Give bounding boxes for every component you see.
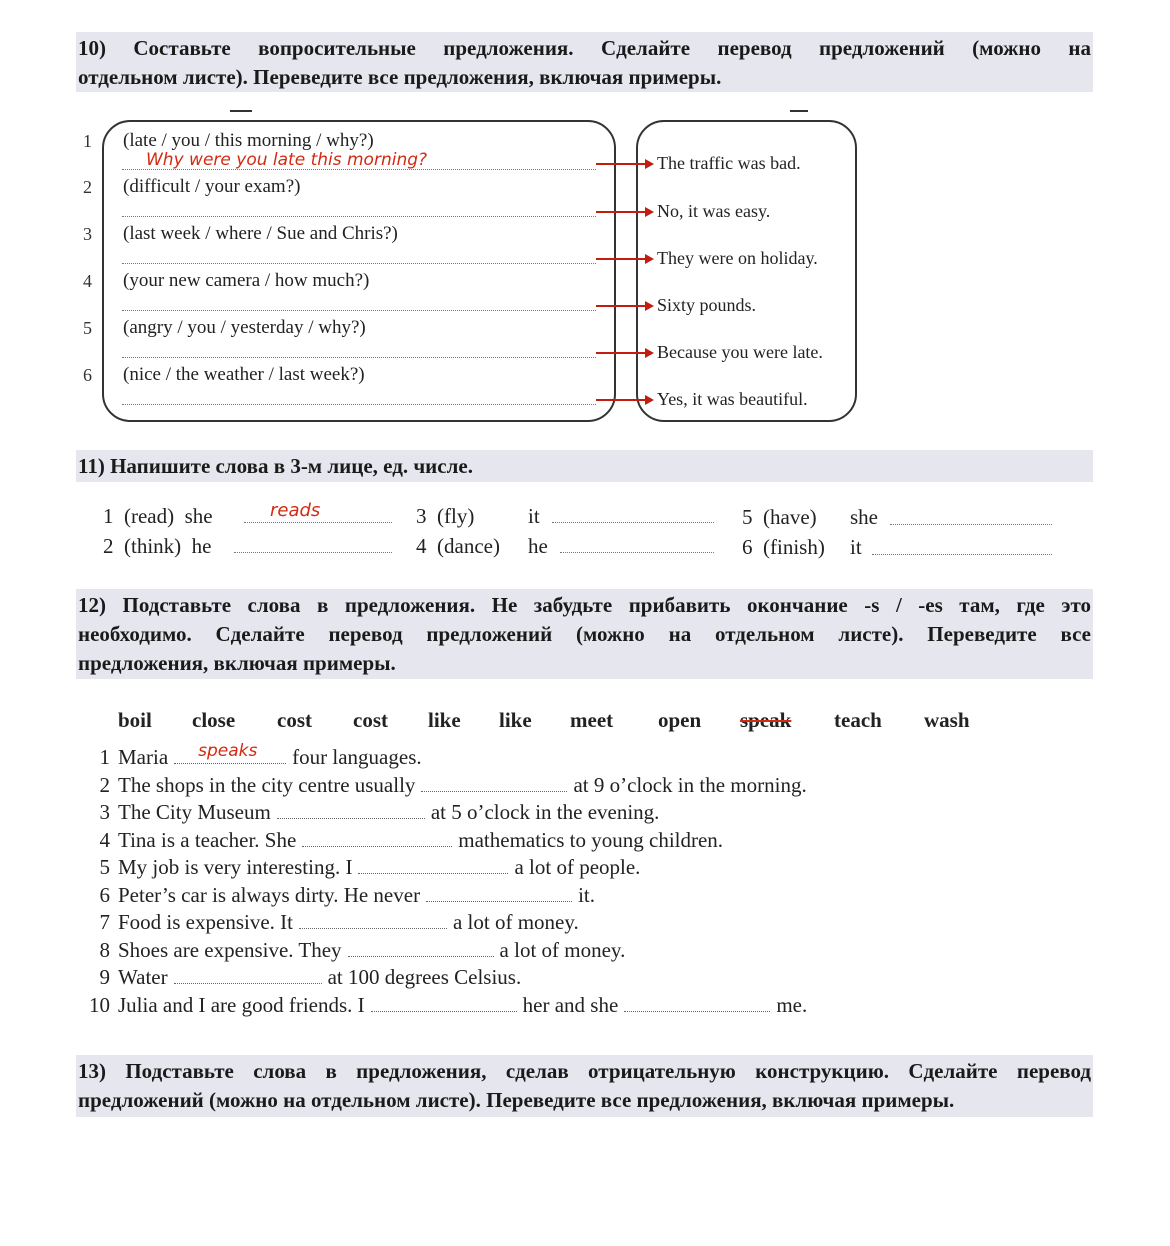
arrow [596, 211, 646, 213]
answer-gap[interactable] [371, 1010, 517, 1012]
sentence-text: her and she [522, 993, 619, 1017]
response-text: Sixty pounds. [657, 295, 757, 315]
word-bank-item: cost [277, 708, 312, 732]
question-prompt: (last week / where / Sue and Chris?) [123, 223, 398, 244]
sentence-number: 6 [99, 883, 110, 907]
pronoun: she [850, 505, 878, 529]
sentence-number: 4 [99, 828, 110, 852]
sentence-text: Shoes are expensive. They [118, 938, 342, 962]
exercise-11-header [76, 450, 1093, 482]
sentence-text: me. [776, 993, 808, 1017]
item-number: 1 [83, 131, 92, 151]
response-text: The traffic was bad. [657, 153, 801, 173]
answer-gap[interactable] [358, 872, 508, 874]
verb-prompt: 3 (fly) [416, 504, 475, 528]
sentence-text: a lot of money. [452, 910, 579, 934]
response-text: No, it was easy. [657, 201, 771, 221]
sentence [82, 993, 807, 1018]
question-prompt: (difficult / your exam?) [123, 176, 301, 197]
arrow-head [645, 395, 654, 405]
question-prompt: (your new camera / how much?) [123, 270, 370, 291]
arrow [596, 399, 646, 401]
sentence-text: a lot of people. [514, 855, 641, 879]
answer-gap[interactable] [174, 741, 286, 764]
answer-line[interactable] [122, 404, 596, 405]
pronoun: it [850, 535, 862, 559]
arrow-head [645, 301, 654, 311]
answer-line[interactable] [122, 310, 596, 311]
sentence [82, 965, 521, 990]
exercise-12-header-line-1: 12) Подставьте слова в предложения. Не забудьте прибавить окончание -s / -es там, где это [78, 593, 1091, 617]
sentence-number: 5 [99, 855, 110, 879]
verb-prompt: 1 (read) she [103, 504, 213, 528]
arrow [596, 352, 646, 354]
box-tick-left [230, 110, 252, 112]
pronoun: he [528, 534, 548, 558]
answer-gap[interactable] [624, 1010, 770, 1012]
handwritten-answer: reads [270, 500, 321, 521]
sentence-number: 3 [99, 800, 110, 824]
answer-line[interactable] [872, 554, 1052, 555]
sentence-text: The shops in the city centre usually [118, 773, 416, 797]
exercise-13-header-line-2: предложений (можно на отдельном листе). Переведите все предложения, включая примеры. [78, 1088, 955, 1112]
verb-prompt: 5 (have) [742, 505, 817, 529]
sentence-number: 7 [99, 910, 110, 934]
sentence-text: mathematics to young children. [458, 828, 724, 852]
pronoun: it [528, 504, 540, 528]
arrow [596, 258, 646, 260]
sentence-text: The City Museum [118, 800, 271, 824]
answer-line[interactable] [890, 524, 1052, 525]
sentence [82, 741, 422, 770]
answer-gap[interactable] [421, 790, 567, 792]
sentence-text: at 9 o’clock in the morning. [573, 773, 807, 797]
sentence-number: 1 [99, 745, 110, 769]
handwritten-answer: speaks [198, 741, 258, 761]
word-bank-item: wash [924, 708, 970, 732]
answer-line[interactable] [122, 169, 596, 170]
exercise-11-header-text: 11) Напишите слова в 3-м лице, ед. числе. [78, 454, 473, 478]
arrow [596, 305, 646, 307]
sentence-text: My job is very interesting. I [118, 855, 353, 879]
sentence-number: 8 [99, 938, 110, 962]
question-prompt: (late / you / this morning / why?) [123, 130, 374, 151]
box-tick-right [790, 110, 808, 112]
response-text: Yes, it was beautiful. [657, 389, 808, 409]
sentence-text: Peter’s car is always dirty. He never [118, 883, 421, 907]
item-number: 4 [83, 271, 92, 291]
sentence-text: four languages. [292, 745, 422, 769]
exercise-10-header-line-1: 10) Составьте вопросительные предложения. Сделайте перевод предложений (можно на [78, 36, 1091, 60]
exercise-12-header-line-3: предложения, включая примеры. [78, 651, 396, 675]
response-text: Because you were late. [657, 342, 823, 362]
response-text: They were on holiday. [657, 248, 818, 268]
answer-gap[interactable] [348, 955, 494, 957]
item-number: 5 [83, 318, 92, 338]
sentence-number: 10 [89, 993, 110, 1017]
answer-gap[interactable] [302, 845, 452, 847]
verb-prompt: 4 (dance) [416, 534, 500, 558]
question-prompt: (nice / the weather / last week?) [123, 364, 365, 385]
exercise-12-header-line-2: необходимо. Сделайте перевод предложений (можно на отдельном листе). Переведите все [78, 622, 1091, 646]
exercise-13-header [76, 1055, 1093, 1117]
word-bank-item-struck: speak [740, 708, 792, 732]
handwritten-answer: Why were you late this morning? [146, 150, 428, 170]
answer-line[interactable] [552, 522, 714, 523]
sentence-number: 9 [99, 965, 110, 989]
answer-line[interactable] [122, 357, 596, 358]
answer-line[interactable] [122, 263, 596, 264]
exercise-10-header-line-2: отдельном листе). Переведите все предложения, включая примеры. [78, 65, 722, 89]
word-bank-item: like [428, 708, 461, 732]
arrow-head [645, 348, 654, 358]
sentence [82, 800, 659, 825]
exercise-13-header-line-1: 13) Подставьте слова в предложения, сделав отрицательную конструкцию. Сделайте перевод [78, 1059, 1091, 1083]
word-bank-item: close [192, 708, 236, 732]
word-bank-item: boil [118, 708, 152, 732]
exercise-12-header [76, 589, 1093, 679]
answer-line[interactable] [234, 552, 392, 553]
word-bank-item: like [499, 708, 532, 732]
verb-prompt: 2 (think) he [103, 534, 212, 558]
sentence-number: 2 [99, 773, 110, 797]
item-number: 3 [83, 224, 92, 244]
sentence-text: it. [578, 883, 595, 907]
arrow [596, 163, 646, 165]
sentence-text: at 100 degrees Celsius. [327, 965, 522, 989]
sentence [82, 938, 625, 963]
sentence-text: Tina is a teacher. She [118, 828, 297, 852]
sentence-text: at 5 o’clock in the evening. [430, 800, 660, 824]
word-bank-item: teach [834, 708, 882, 732]
sentence [82, 855, 640, 880]
word-bank-item: meet [570, 708, 614, 732]
word-bank-item: open [658, 708, 702, 732]
sentence [82, 883, 595, 908]
arrow-head [645, 159, 654, 169]
answer-gap[interactable] [174, 982, 322, 984]
arrow-head [645, 254, 654, 264]
word-bank-item: cost [353, 708, 388, 732]
exercise-10-header [76, 32, 1093, 92]
question-prompt: (angry / you / yesterday / why?) [123, 317, 366, 338]
sentence-text: Food is expensive. It [118, 910, 293, 934]
sentence [82, 773, 807, 798]
answer-line[interactable] [122, 216, 596, 217]
sentence [82, 910, 579, 935]
answer-gap[interactable] [426, 900, 572, 902]
item-number: 2 [83, 177, 92, 197]
answer-gap[interactable] [277, 817, 425, 819]
arrow-head [645, 207, 654, 217]
answer-line[interactable] [244, 522, 392, 523]
answer-gap[interactable] [299, 927, 447, 929]
sentence-text: Water [118, 965, 168, 989]
sentence [82, 828, 723, 853]
sentence-text: a lot of money. [499, 938, 626, 962]
sentence-text: Maria [118, 745, 169, 769]
verb-prompt: 6 (finish) [742, 535, 825, 559]
item-number: 6 [83, 365, 92, 385]
answer-line[interactable] [560, 552, 714, 553]
sentence-text: Julia and I are good friends. I [118, 993, 365, 1017]
